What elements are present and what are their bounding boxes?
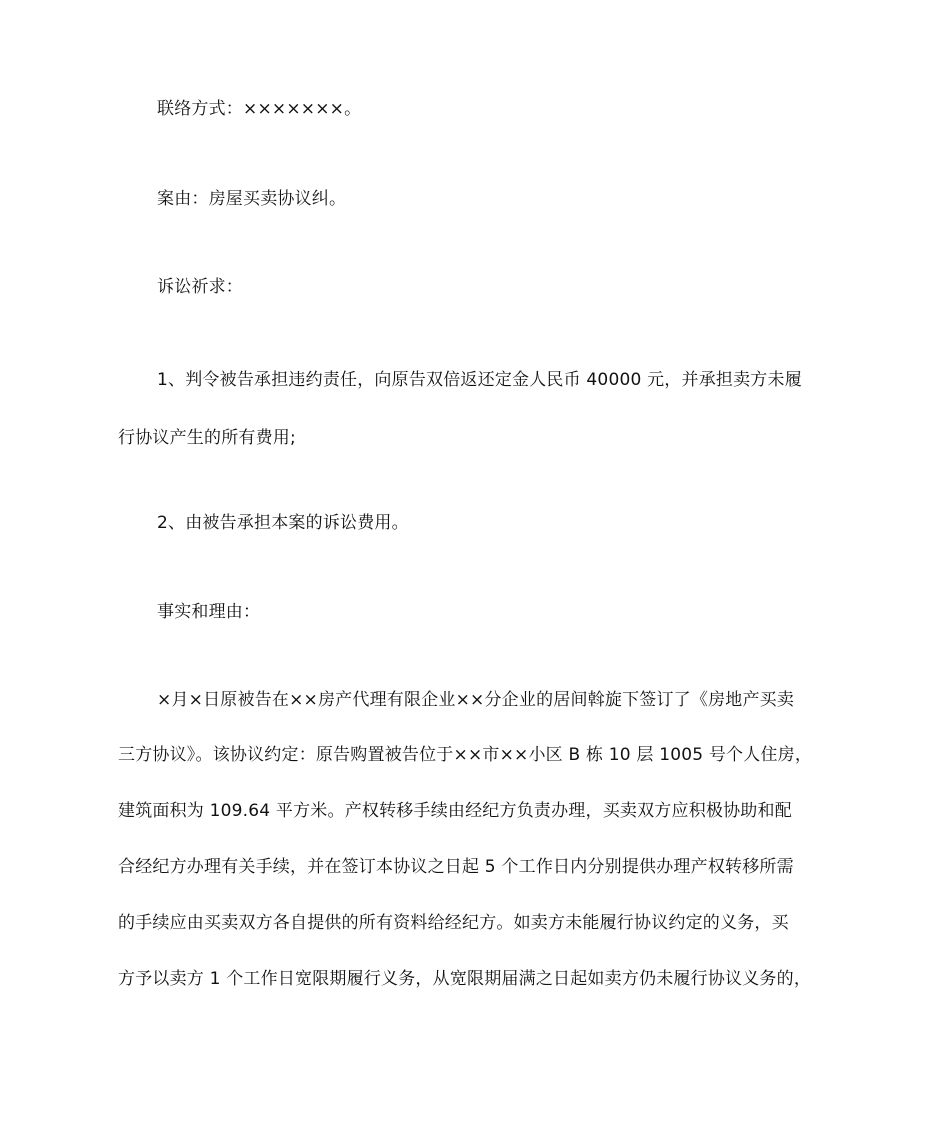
facts-paragraph-line-1: ×月×日原被告在××房产代理有限企业××分企业的居间斡旋下签订了《房地产买卖 xyxy=(157,690,795,710)
claim-1-line-1: 1、判令被告承担违约责任，向原告双倍返还定金人民币 40000 元，并承担卖方未履 xyxy=(157,370,802,390)
claims-heading: 诉讼祈求： xyxy=(157,277,243,297)
claim-2-line: 2、由被告承担本案的诉讼费用。 xyxy=(157,513,409,533)
facts-paragraph-line-4: 合经纪方办理有关手续，并在签订本协议之日起 5 个工作日内分别提供办理产权转移所需 xyxy=(118,857,794,877)
facts-paragraph-line-2: 三方协议》。该协议约定：原告购置被告位于××市××小区 B 栋 10 层 1005 号个人住房， xyxy=(118,745,813,765)
facts-paragraph-line-6: 方予以卖方 1 个工作日宽限期履行义务，从宽限期届满之日起如卖方仍未履行协议义务的， xyxy=(118,969,812,989)
contact-line: 联络方式：×××××××。 xyxy=(157,99,362,119)
case-cause-line: 案由：房屋买卖协议纠。 xyxy=(157,189,347,209)
facts-heading: 事实和理由： xyxy=(157,602,261,622)
facts-paragraph-line-5: 的手续应由买卖双方各自提供的所有资料给经纪方。如卖方未能履行协议约定的义务，买 xyxy=(118,913,789,933)
claim-1-line-2: 行协议产生的所有费用; xyxy=(118,428,296,448)
facts-paragraph-line-3: 建筑面积为 109.64 平方米。产权转移手续由经纪方负责办理，买卖双方应积极协助和配 xyxy=(118,801,792,821)
